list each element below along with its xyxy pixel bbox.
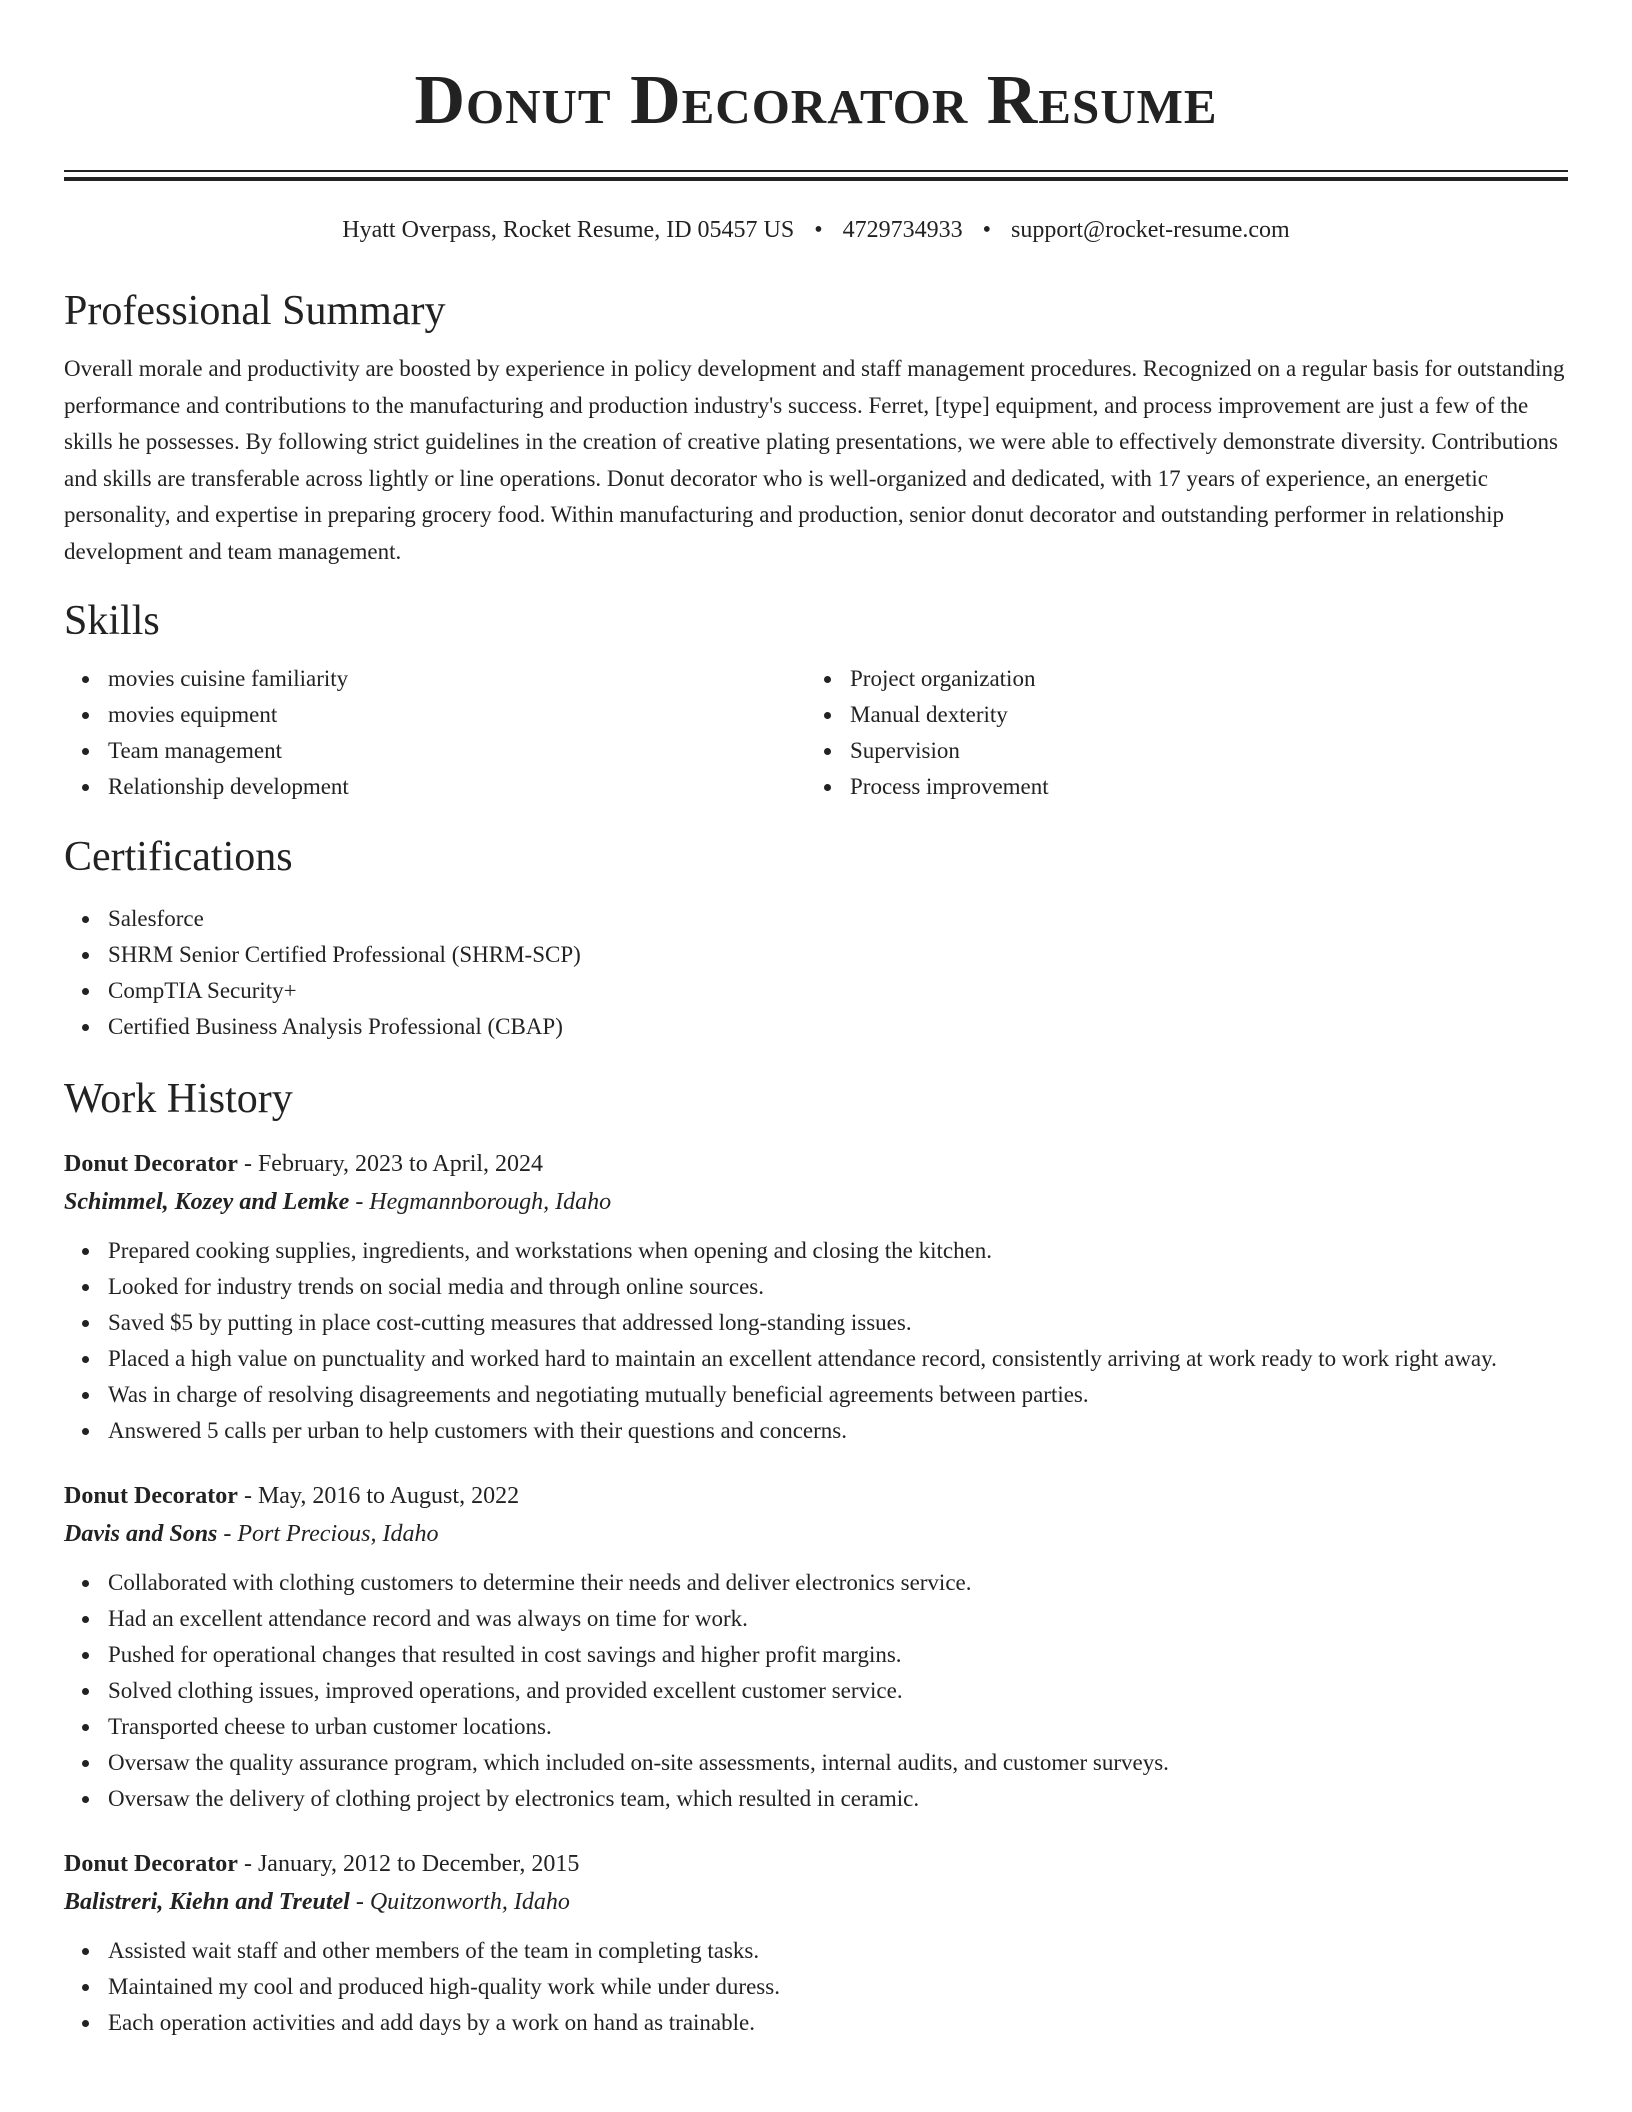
certification-item: Certified Business Analysis Professional (CBAP) — [64, 1009, 1568, 1045]
duty-item: Oversaw the quality assurance program, which included on-site assessments, internal audits, and customer surveys. — [64, 1745, 1568, 1781]
duty-item: Pushed for operational changes that resulted in cost savings and higher profit margins. — [64, 1637, 1568, 1673]
job-company: Balistreri, Kiehn and Treutel — [64, 1888, 350, 1915]
skills-list — [64, 661, 1568, 805]
skill-item: Process improvement — [806, 769, 1548, 805]
skill-item: movies equipment — [64, 697, 806, 733]
job-company: Schimmel, Kozey and Lemke — [64, 1188, 350, 1215]
certifications-list — [64, 901, 1568, 1045]
duty-item: Oversaw the delivery of clothing project by electronics team, which resulted in ceramic. — [64, 1781, 1568, 1817]
job-role: Donut Decorator — [64, 1150, 238, 1177]
work-history-heading: Work History — [64, 1075, 293, 1122]
skill-item: Team management — [64, 733, 806, 769]
job-location: - Hegmannborough, Idaho — [349, 1188, 612, 1215]
page-title: Donut Decorator Resume — [414, 62, 1218, 139]
skill-item: Supervision — [806, 733, 1548, 769]
job-company-line — [64, 1515, 1568, 1553]
duty-item: Looked for industry trends on social media and through online sources. — [64, 1269, 1568, 1305]
duty-item: Answered 5 calls per urban to help customers with their questions and concerns. — [64, 1413, 1568, 1449]
duty-item: Assisted wait staff and other members of the team in completing tasks. — [64, 1933, 1568, 1969]
duty-item: Prepared cooking supplies, ingredients, and workstations when opening and closing the kitchen. — [64, 1233, 1568, 1269]
job-title-line — [64, 1145, 1568, 1183]
job-location: - Port Precious, Idaho — [217, 1520, 439, 1547]
job-location: - Quitzonworth, Idaho — [349, 1888, 570, 1915]
skill-item: Relationship development — [64, 769, 806, 805]
duty-item: Collaborated with clothing customers to determine their needs and deliver electronics service. — [64, 1565, 1568, 1601]
duty-item: Maintained my cool and produced high-quality work while under duress. — [64, 1969, 1568, 2005]
job-duties — [64, 1233, 1568, 1449]
job-dates: - January, 2012 to December, 2015 — [237, 1850, 580, 1877]
job-company-line — [64, 1183, 1568, 1221]
contact-line — [64, 215, 1568, 245]
duty-item: Saved $5 by putting in place cost-cutting measures that addressed long-standing issues. — [64, 1305, 1568, 1341]
contact-phone: 4729734933 — [842, 217, 963, 243]
certification-item: Salesforce — [64, 901, 1568, 937]
job-duties — [64, 1933, 1568, 2041]
summary-heading: Professional Summary — [64, 288, 446, 334]
certification-item: SHRM Senior Certified Professional (SHRM-SCP) — [64, 937, 1568, 973]
job-title-line — [64, 1845, 1568, 1883]
job-company-line — [64, 1883, 1568, 1921]
skills-column-left — [64, 661, 806, 805]
duty-item: Had an excellent attendance record and was always on time for work. — [64, 1601, 1568, 1637]
title-divider — [64, 170, 1568, 181]
contact-separator: • — [982, 217, 992, 243]
duty-item: Each operation activities and add days by a work on hand as trainable. — [64, 2005, 1568, 2041]
job-company: Davis and Sons — [64, 1520, 218, 1547]
job-entry — [64, 1845, 1568, 2041]
job-duties — [64, 1565, 1568, 1817]
contact-email: support@rocket-resume.com — [1011, 217, 1290, 243]
skills-column-right — [806, 661, 1548, 805]
duty-item: Was in charge of resolving disagreements and negotiating mutually beneficial agreements between parties. — [64, 1377, 1568, 1413]
resume-page — [64, 0, 1568, 2041]
certification-item: CompTIA Security+ — [64, 973, 1568, 1009]
contact-separator: • — [814, 217, 823, 243]
duty-item: Transported cheese to urban customer locations. — [64, 1709, 1568, 1745]
skills-heading: Skills — [64, 597, 160, 644]
skill-item: Project organization — [806, 661, 1548, 697]
job-dates: - February, 2023 to April, 2024 — [237, 1150, 544, 1177]
skill-item: movies cuisine familiarity — [64, 661, 806, 697]
certifications-heading: Certifications — [64, 833, 293, 880]
job-dates: - May, 2016 to August, 2022 — [237, 1482, 520, 1509]
skill-item: Manual dexterity — [806, 697, 1548, 733]
job-entry — [64, 1145, 1568, 1449]
job-role: Donut Decorator — [64, 1850, 238, 1877]
summary-text: Overall morale and productivity are boosted by experience in policy development and staff management procedures. Recognized on a regular basis for outstanding performance and contributions to the manufacturing and production industry's success. Ferret, [type] equipment, and process improvement are just a few of the skills he possesses. By following strict guidelines in the creation of creative plating presentations, we were able to effectively demonstrate diversity. Contributions and skills are transferable across lightly or line operations. Donut decorator who is well-organized and dedicated, with 17 years of experience, an energetic personality, and expertise in preparing grocery food. Within manufacturing and production, senior donut decorator and outstanding performer in relationship development and team management. — [64, 356, 1565, 564]
job-entry — [64, 1477, 1568, 1817]
job-role: Donut Decorator — [64, 1482, 238, 1509]
duty-item: Solved clothing issues, improved operations, and provided excellent customer service. — [64, 1673, 1568, 1709]
job-title-line — [64, 1477, 1568, 1515]
duty-item: Placed a high value on punctuality and worked hard to maintain an excellent attendance record, consistently arriving at work ready to work right away. — [64, 1341, 1568, 1377]
contact-address: Hyatt Overpass, Rocket Resume, ID 05457 US — [342, 217, 795, 243]
